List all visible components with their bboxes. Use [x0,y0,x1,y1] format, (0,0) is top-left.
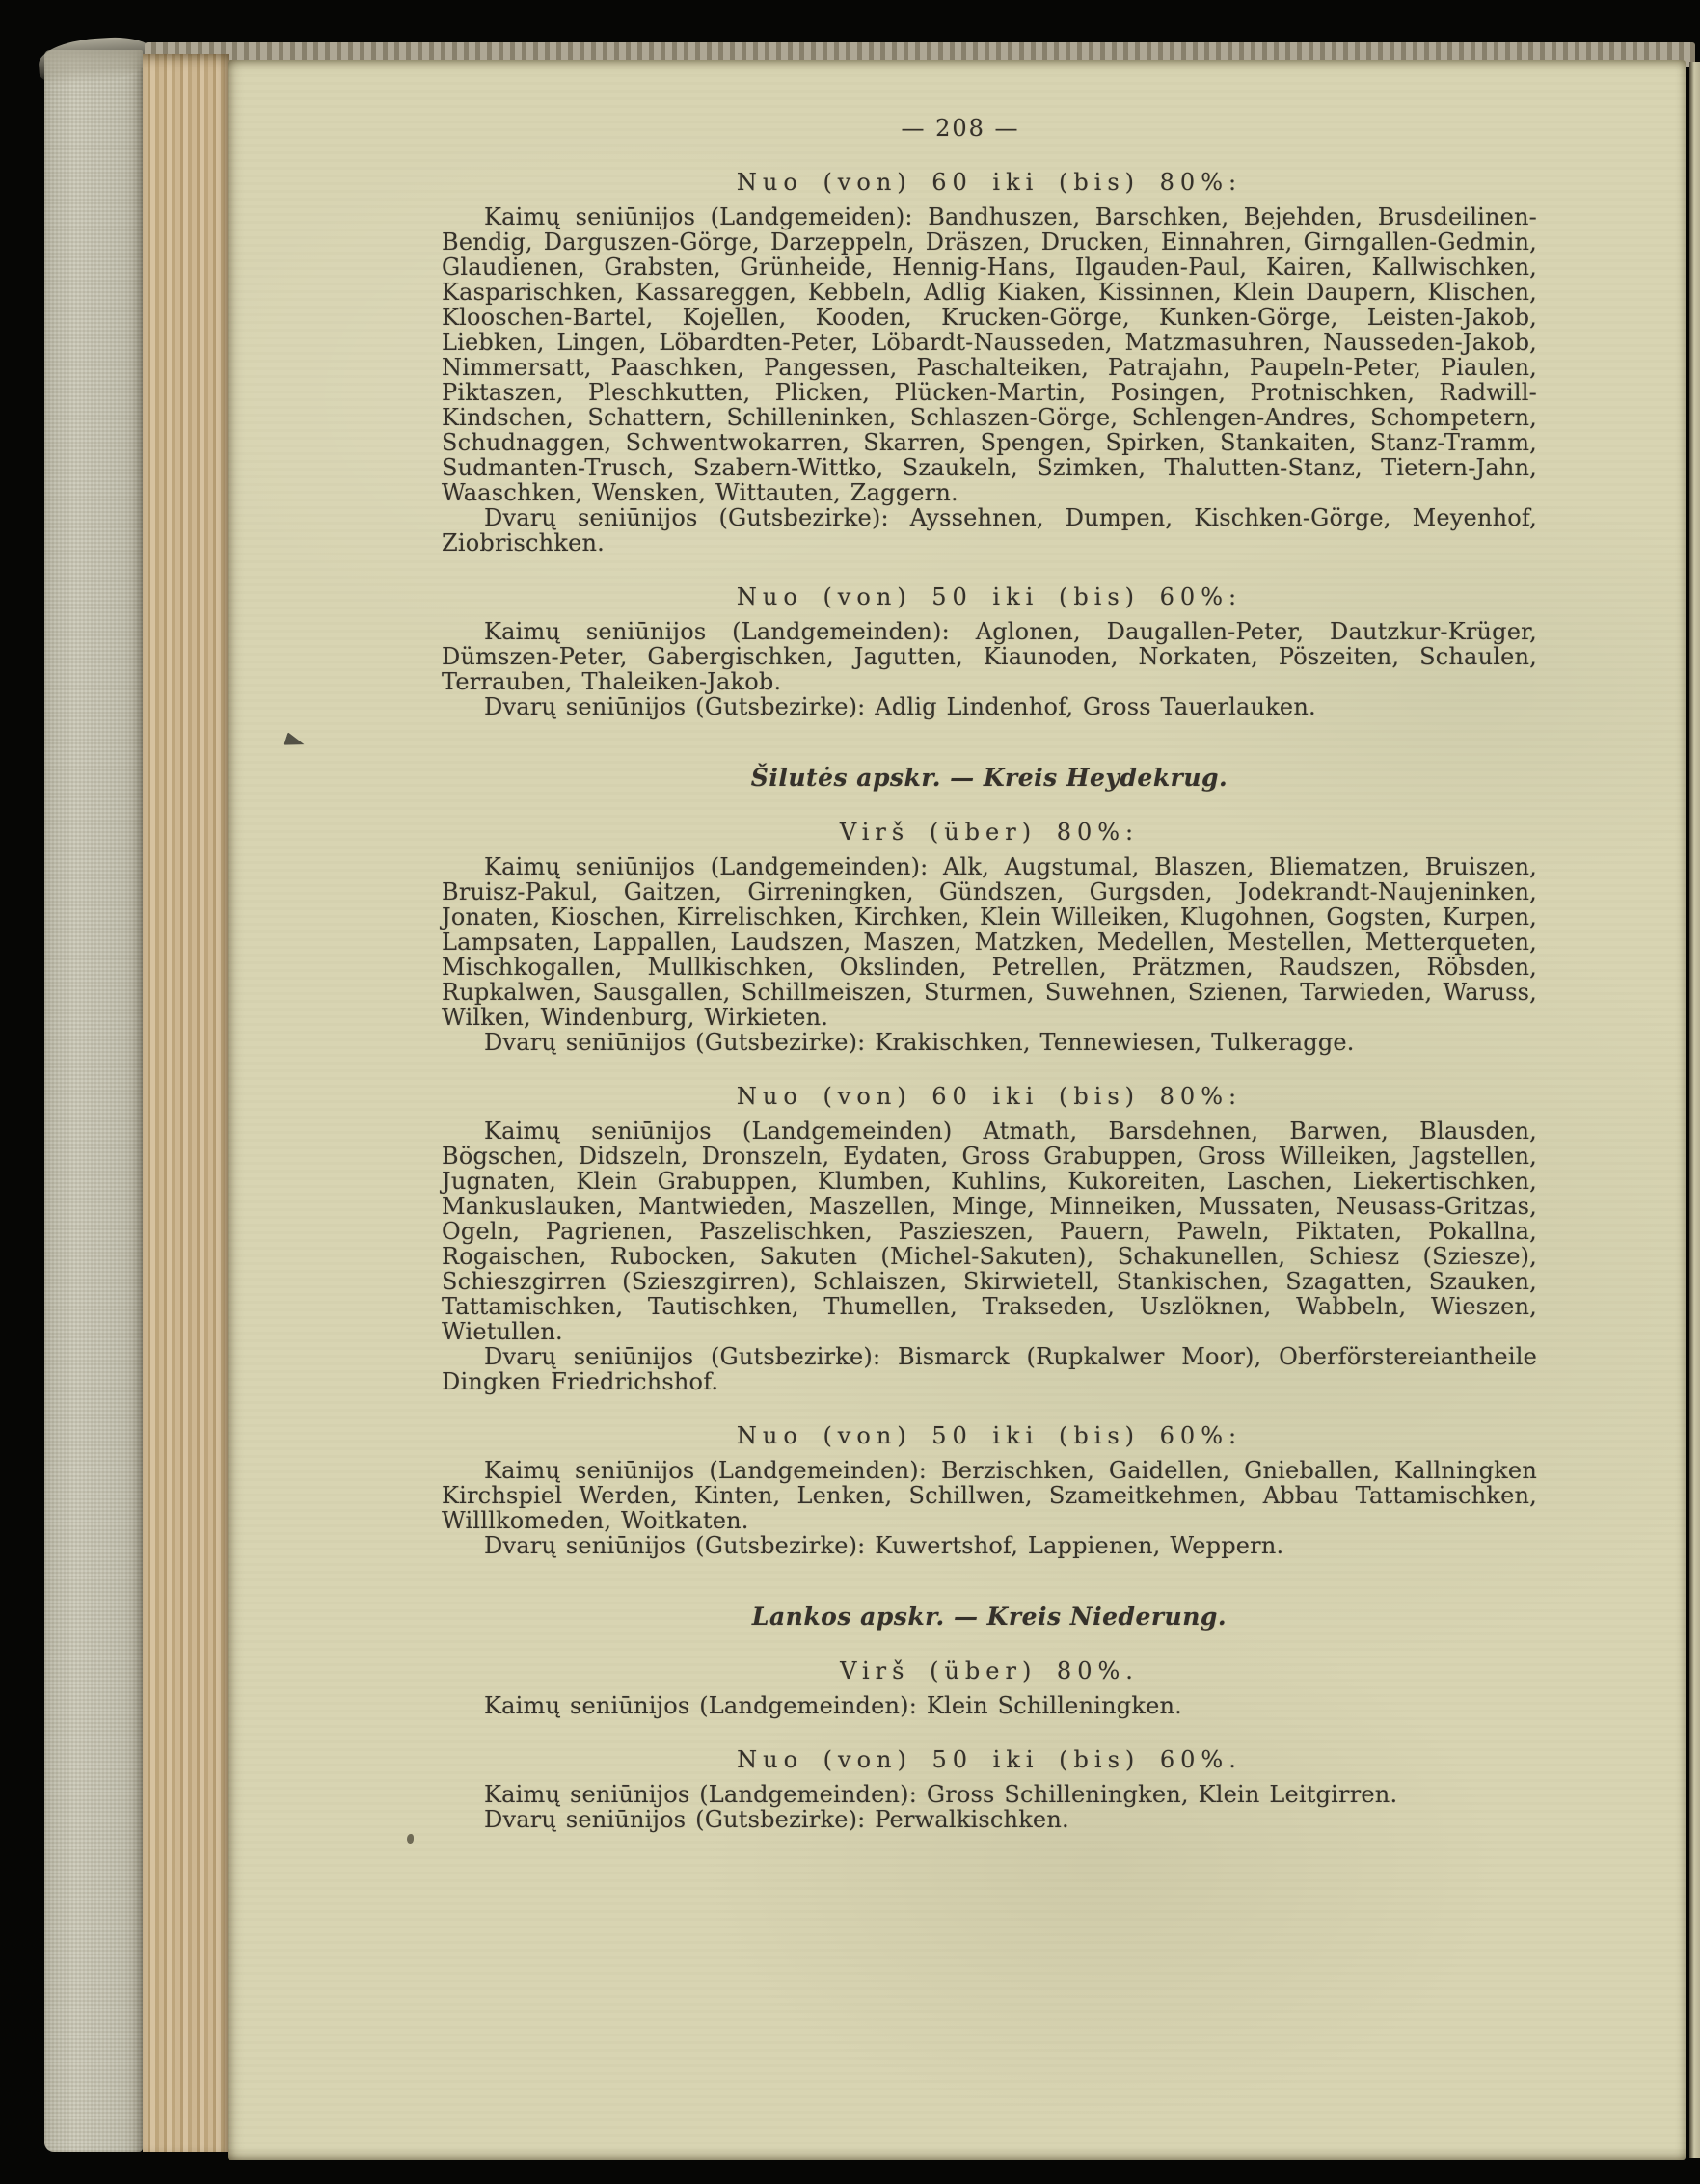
village-list-paragraph: Kaimų seniūnijos (Landgemeinden): Berzischken, Gaidellen, Gnieballen, Kallningken Kirchspiel Werden, Kinten, Lenken, Schillwen, Szameitkehmen, Abbau Tattamischken, Willlkomeden, Woitkaten. [442,1457,1537,1534]
estate-list-paragraph: Dvarų seniūnijos (Gutsbezirke): Ayssehnen, Dumpen, Kischken-Görge, Meyenhof, Ziobrischken. [442,504,1537,556]
book-cover-edge [44,50,143,2152]
threshold-heading: Nuo (von) 60 iki (bis) 80%: [736,169,1243,196]
threshold-heading: Virš (über) 80%: [839,819,1140,846]
threshold-heading: Virš (über) 80%. [840,1658,1139,1685]
margin-pen-mark [283,732,306,750]
margin-ink-speck [407,1834,414,1844]
village-list-paragraph: Kaimų seniūnijos (Landgemeiden): Bandhuszen, Barschken, Bejehden, Brusdeilinen-Bendig, Darguszen-Görge, Darzeppeln, Dräszen, Drucken, Einnahren, Girngallen-Gedmin, Glaudienen, Grabsten, Grünheide, Hennig-Hans, Ilgauden-Paul, Kairen, Kallwischken, Kasparischken, Kassareggen, Kebbeln, Adlig Kiaken, Kissinnen, Klein Daupern, Klischen, Klooschen-Bartel, Kojellen, Kooden, Krucken-Görge, Kunken-Görge, Leisten-Jakob, Liebken, Lingen, Löbardten-Peter, Löbardt-Nausseden, Matzmasuhren, Nausseden-Jakob, Nimmersatt, Paaschken, Pangessen, Paschalteiken, Patrajahn, Paupeln-Peter, Piaulen, Piktaszen, Pleschkutten, Plicken, Plücken-Martin, Posingen, Protnischken, Radwill-Kindschen, Schattern, Schilleninken, Schlaszen-Görge, Schlengen-Andres, Schompetern, Schudnaggen, Schwentwokarren, Skarren, Spengen, Spirken, Stankaiten, Stanz-Tramm, Sudmanten-Trusch, Szabern-Wittko, Szaukeln, Szimken, Thalutten-Stanz, Tietern-Jahn, Waaschken, Wensken, Wittauten, Zaggern. [442,203,1537,506]
threshold-heading: Nuo (von) 50 iki (bis) 60%: [736,1422,1243,1449]
village-list-paragraph: Kaimų seniūnijos (Landgemeinden): Gross Schilleningken, Klein Leitgirren. [484,1781,1398,1808]
village-list-paragraph: Kaimų seniūnijos (Landgemeinden): Klein Schilleningken. [484,1692,1182,1719]
district-heading: Lankos apskr. — Kreis Niederung. [751,1603,1228,1631]
text-column [442,60,1537,1832]
village-list-paragraph: Kaimų seniūnijos (Landgemeinden): Alk, Augstumal, Blaszen, Bliematzen, Bruiszen, Bruisz-Pakul, Gaitzen, Girreningken, Gündszen, Gurgsden, Jodekrandt-Naujeninken, Jonaten, Kioschen, Kirrelischken, Kirchken, Klein Willeiken, Klugohnen, Gogsten, Kurpen, Lampsaten, Lappallen, Laudszen, Maszen, Matzken, Medellen, Mestellen, Metterqueten, Mischkogallen, Mullkischken, Okslinden, Petrellen, Prätzmen, Raudszen, Röbsden, Rupkalwen, Sausgallen, Schillmeiszen, Sturmen, Suwehnen, Szienen, Tarwieden, Waruss, Wilken, Windenburg, Wirkieten. [442,853,1537,1031]
village-list-paragraph: Kaimų seniūnijos (Landgemeinden) Atmath, Barsdehnen, Barwen, Blausden, Bögschen, Didszeln, Dronszeln, Eydaten, Gross Grabuppen, Gross Willeiken, Jagstellen, Jugnaten, Klein Grabuppen, Klumben, Kuhlins, Kukoreiten, Laschen, Liekertischken, Mankuslauken, Mantwieden, Maszellen, Minge, Minneiken, Mussaten, Neusass-Gritzas, Ogeln, Pagrienen, Paszelischken, Paszieszen, Pauern, Paweln, Piktaten, Pokallna, Rogaischen, Rubocken, Sakuten (Michel-Sakuten), Schakunellen, Schiesz (Sziesze), Schieszgirren (Szieszgirren), Schlaiszen, Skirwietell, Stankischen, Szagatten, Szauken, Tattamischken, Tautischken, Thumellen, Trakseden, Uszlöknen, Wabbeln, Wieszen, Wietullen. [442,1118,1537,1345]
village-list-paragraph: Kaimų seniūnijos (Landgemeinden): Aglonen, Daugallen-Peter, Dautzkur-Krüger, Dümszen-Peter, Gabergischken, Jagutten, Kiaunoden, Norkaten, Pöszeiten, Schaulen, Terrauben, Thaleiken-Jakob. [442,618,1537,695]
page-edge-stack [143,54,229,2152]
estate-list-paragraph: Dvarų seniūnijos (Gutsbezirke): Krakischken, Tennewiesen, Tulkeragge. [484,1029,1355,1056]
threshold-heading: Nuo (von) 50 iki (bis) 60%. [737,1746,1242,1773]
district-heading: Šilutės apskr. — Kreis Heydekrug. [750,764,1228,792]
page-number: — 208 — [901,115,1020,142]
estate-list-paragraph: Dvarų seniūnijos (Gutsbezirke): Bismarck (Rupkalwer Moor), Oberförstereiantheile Dingken Friedrichshof. [442,1343,1537,1395]
threshold-heading: Nuo (von) 60 iki (bis) 80%: [736,1083,1243,1110]
estate-list-paragraph: Dvarų seniūnijos (Gutsbezirke): Perwalkischken. [484,1806,1069,1833]
book-page [228,60,1686,2160]
next-page-sliver [1689,62,1700,2158]
estate-list-paragraph: Dvarų seniūnijos (Gutsbezirke): Adlig Lindenhof, Gross Tauerlauken. [484,693,1316,720]
threshold-heading: Nuo (von) 50 iki (bis) 60%: [736,583,1243,610]
estate-list-paragraph: Dvarų seniūnijos (Gutsbezirke): Kuwertshof, Lappienen, Weppern. [484,1532,1284,1559]
